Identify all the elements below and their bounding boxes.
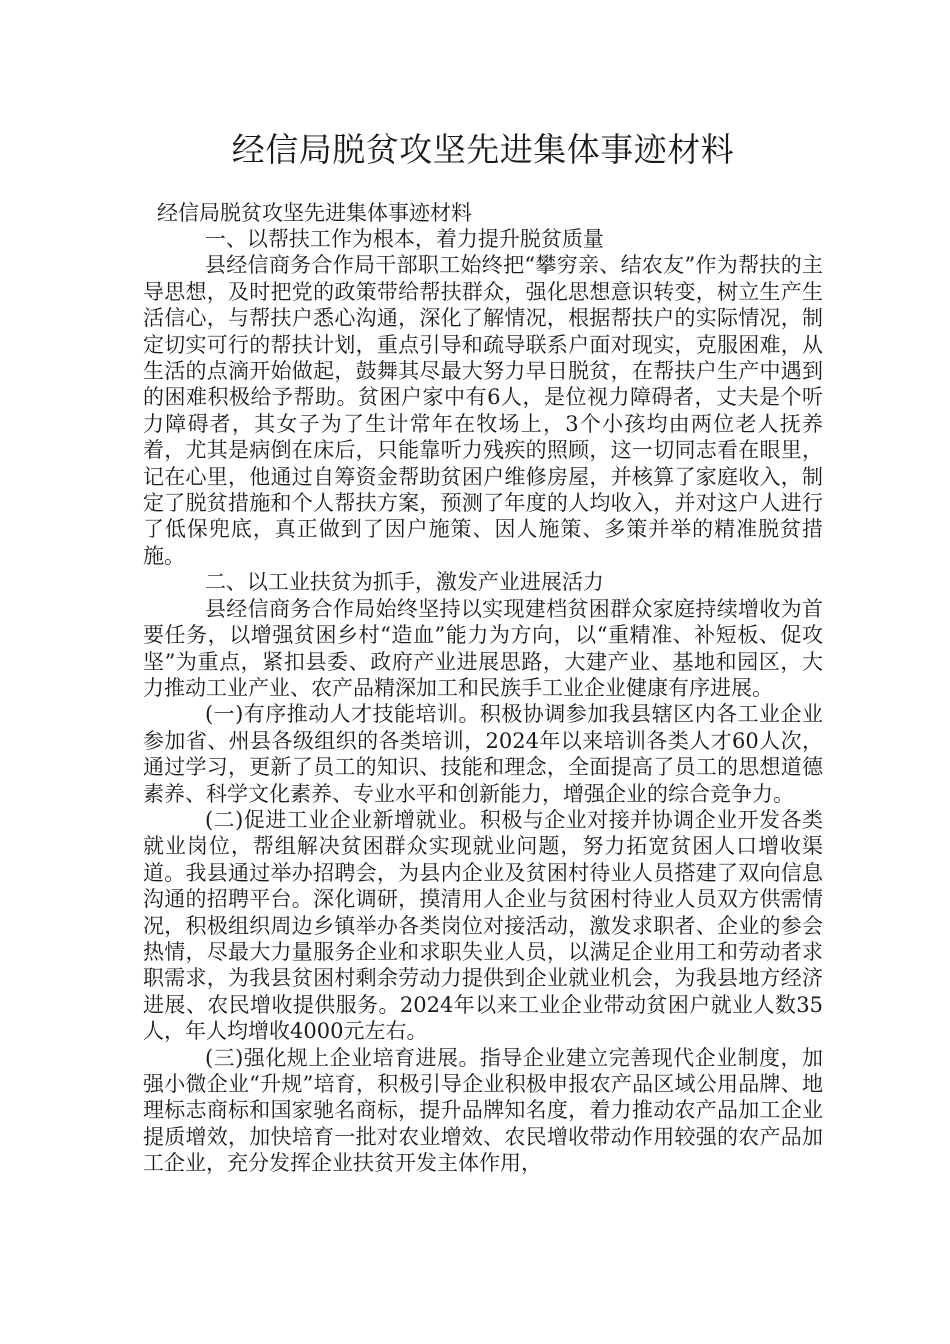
paragraph-4: (二)促进工业企业新增就业。积极与企业对接并协调企业开发各类就业岗位，帮组解决贫困群众实现就业问题，努力拓宽贫困人口增收渠道。我县通过举办招聘会，为县内企业及贫困村待业人员搭建了双向信息沟通的招聘平台。深化调研，摸清用人企业与贫困村待业人员双方供需情况，积极组织周边乡镇举办各类岗位对接活动，激发求职者、企业的参会热情，尽最大力量服务企业和求职失业人员，以满足企业用工和劳动者求职需求，为我县贫困村剩余劳动力提供到企业就业机会，为我县地方经济进展、农民增收提供服务。2024年以来工业企业带动贫困户就业人数35人，年人均增收4000元左右。 bbox=[143, 807, 823, 1044]
section-heading-1: 一、以帮扶工作为根本，着力提升脱贫质量 bbox=[204, 227, 604, 251]
document-body bbox=[143, 226, 823, 1177]
paragraph-1: 县经信商务合作局干部职工始终把“攀穷亲、结农友”作为帮扶的主导思想，及时把党的政策带给帮扶群众，强化思想意识转变，树立生产生活信心，与帮扶户悉心沟通，深化了解情况，根据帮扶户的实际情况，制定切实可行的帮扶计划，重点引导和疏导联系户面对现实，克服困难，从生活的点滴开始做起，鼓舞其尽最大努力早日脱贫，在帮扶户生产中遇到的困难积极给予帮助。贫困户家中有6人，是位视力障碍者，丈夫是个听力障碍者，其女子为了生计常年在牧场上，3个小孩均由两位老人抚养着，尤其是病倒在床后，只能靠听力残疾的照顾，这一切同志看在眼里，记在心里，他通过自筹资金帮助贫困户维修房屋，并核算了家庭收入，制定了脱贫措施和个人帮扶方案，预测了年度的人均收入，并对这户人进行了低保兜底，真正做到了因户施策、因人施策、多策并举的精准脱贫措施。 bbox=[143, 253, 823, 568]
document-page bbox=[143, 128, 823, 1177]
paragraph-3: (一)有序推动人才技能培训。积极协调参加我县辖区内各工业企业参加省、州县各级组织的各类培训，2024年以来培训各类人才60人次，通过学习，更新了员工的知识、技能和理念，全面提高了员工的思想道德素养、科学文化素养、专业水平和创新能力，增强企业的综合竞争力。 bbox=[143, 702, 823, 806]
paragraph-5: (三)强化规上企业培育进展。指导企业建立完善现代企业制度，加强小微企业“升规”培育，积极引导企业积极申报农产品区域公用品牌、地理标志商标和国家驰名商标，提升品牌知名度，着力推动农产品加工企业提质增效，加快培育一批对农业增效、农民增收带动作用较强的农产品加工企业，充分发挥企业扶贫开发主体作用， bbox=[143, 1045, 823, 1176]
document-subtitle: 经信局脱贫攻坚先进集体事迹材料 bbox=[157, 201, 472, 225]
paragraph-2: 县经信商务合作局始终坚持以实现建档贫困群众家庭持续增收为首要任务，以增强贫困乡村“造血”能力为方向，以“重精准、补短板、促攻坚”为重点，紧扣县委、政府产业进展思路，大建产业、基地和园区，大力推动工业产业、农产品精深加工和民族手工业企业健康有序进展。 bbox=[143, 596, 823, 700]
document-title: 经信局脱贫攻坚先进集体事迹材料 bbox=[231, 130, 735, 169]
section-heading-2: 二、以工业扶贫为抓手，激发产业进展活力 bbox=[204, 570, 604, 595]
